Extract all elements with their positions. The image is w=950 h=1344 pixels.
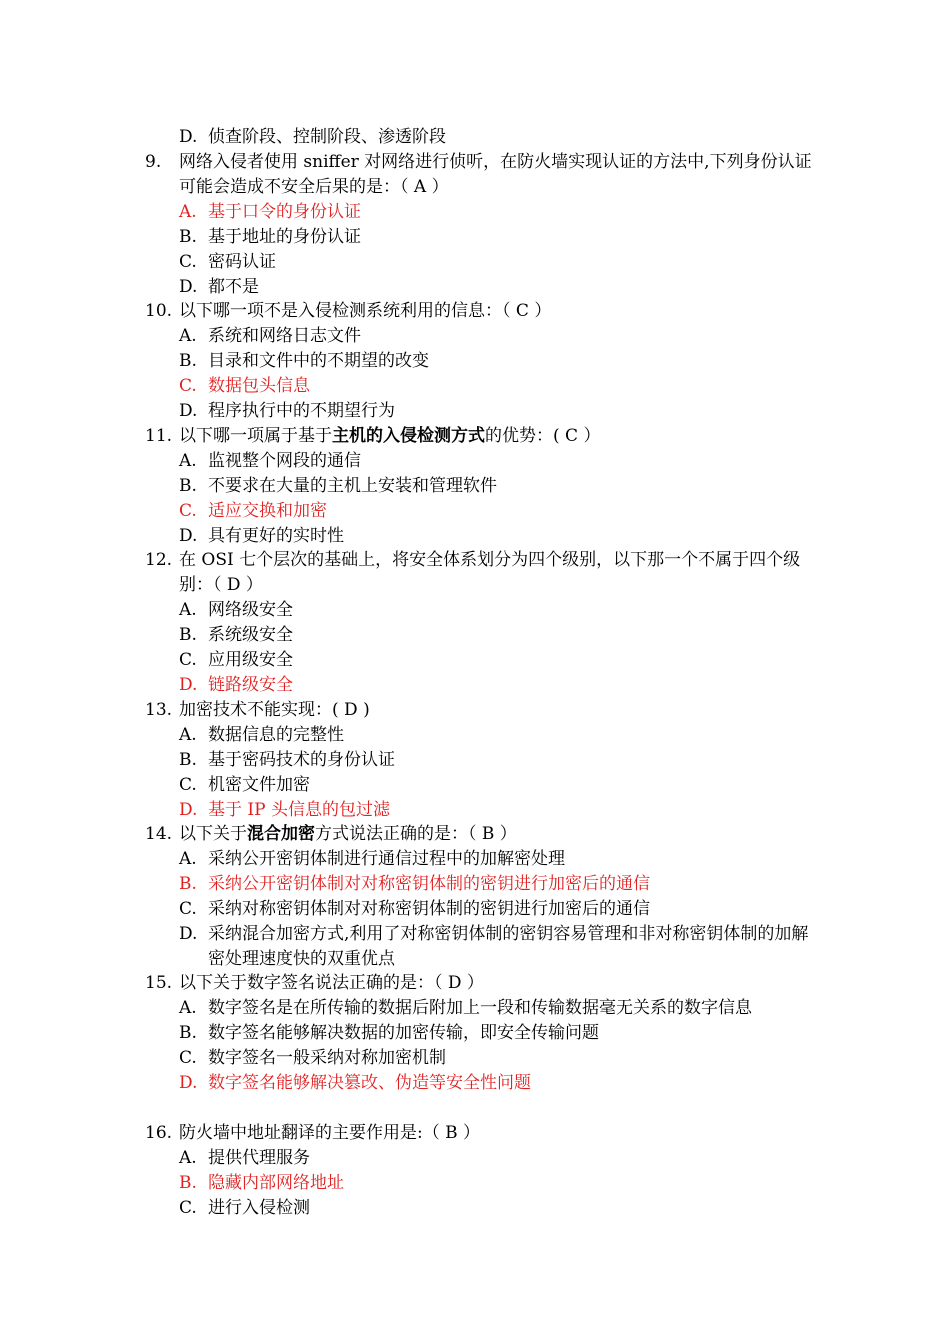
option-label: D.	[179, 1073, 198, 1093]
option-text: 都不是	[208, 277, 259, 297]
option-text: 侦查阶段、控制阶段、渗透阶段	[208, 127, 446, 147]
question-text-pre: 以下哪一项属于基于	[179, 426, 332, 446]
option-b	[179, 623, 815, 648]
question-16	[145, 1121, 815, 1221]
option-text: 具有更好的实时性	[208, 526, 344, 546]
option-label: D.	[179, 401, 198, 421]
question-number: 11.	[145, 426, 173, 446]
option-label: C.	[179, 376, 197, 396]
question-10	[145, 299, 815, 424]
option-text: 系统和网络日志文件	[208, 326, 361, 346]
option-label: C.	[179, 1198, 197, 1218]
option-text: 采纳混合加密方式,利用了对称密钥体制的密钥容易管理和非对称密钥体制的加解密处理速度快的双重优点	[208, 924, 809, 969]
option-text: 数据包头信息	[208, 376, 310, 396]
option-label: C.	[179, 252, 197, 272]
option-text: 机密文件加密	[208, 775, 310, 795]
option-b	[179, 349, 815, 374]
option-a	[179, 723, 815, 748]
option-label: D.	[179, 924, 198, 944]
question-number: 14.	[145, 824, 173, 844]
option-text: 基于密码技术的身份认证	[208, 750, 395, 770]
question-text: 以下哪一项不是入侵检测系统利用的信息：（ C ）	[179, 301, 552, 321]
question-15	[145, 971, 815, 1096]
question-number: 9.	[145, 152, 162, 172]
question-text-post: 方式说法正确的是：（ B ）	[315, 824, 517, 844]
option-b	[179, 225, 815, 250]
question-text: 在 OSI 七个层次的基础上，将安全体系划分为四个级别，以下那一个不属于四个级别：（ D ）	[179, 550, 801, 595]
option-d	[179, 399, 815, 424]
option-d	[179, 1071, 815, 1096]
option-label: C.	[179, 650, 197, 670]
option-text: 监视整个网段的通信	[208, 451, 361, 471]
question-number: 12.	[145, 550, 173, 570]
option-text: 数字签名一般采纳对称加密机制	[208, 1048, 446, 1068]
option-d	[179, 922, 815, 972]
option-text: 适应交换和加密	[208, 501, 327, 521]
question-text-bold: 主机的入侵检测方式	[332, 426, 485, 446]
option-text: 基于 IP 头信息的包过滤	[208, 800, 390, 820]
option-text: 链路级安全	[208, 675, 293, 695]
option-c	[179, 374, 815, 399]
option-text: 数字签名能够解决篡改、伪造等安全性问题	[208, 1073, 531, 1093]
option-label: B.	[179, 227, 197, 247]
option-a	[179, 598, 815, 623]
option-label: D.	[179, 526, 198, 546]
option-c	[179, 499, 815, 524]
question-text	[179, 424, 815, 449]
option-label: C.	[179, 899, 197, 919]
option-label: A.	[179, 998, 197, 1018]
question-12	[145, 548, 815, 698]
question-text-pre: 以下关于	[179, 824, 247, 844]
question-text	[179, 822, 815, 847]
option-text: 网络级安全	[208, 600, 293, 620]
option-b	[179, 1171, 815, 1196]
option-c	[179, 773, 815, 798]
option-label: D.	[179, 277, 198, 297]
question-text-post: 的优势：( C ）	[485, 426, 601, 446]
option-d	[179, 275, 815, 300]
leading-option	[179, 125, 819, 150]
option-a	[179, 200, 815, 225]
question-13	[145, 698, 815, 823]
option-d	[179, 524, 815, 549]
question-text: 加密技术不能实现：( D )	[179, 700, 370, 720]
question-text: 网络入侵者使用 sniffer 对网络进行侦听，在防火墙实现认证的方法中,下列身份认证可能会造成不安全后果的是：（ A ）	[179, 152, 812, 197]
question-text-bold: 混合加密	[247, 824, 315, 844]
option-text: 密码认证	[208, 252, 276, 272]
option-text: 采纳公开密钥体制进行通信过程中的加解密处理	[208, 849, 565, 869]
option-label: A.	[179, 600, 197, 620]
option-text: 基于口令的身份认证	[208, 202, 361, 222]
option-label: C.	[179, 775, 197, 795]
option-text: 数字签名是在所传输的数据后附加上一段和传输数据毫无关系的数字信息	[208, 998, 752, 1018]
option-text: 基于地址的身份认证	[208, 227, 361, 247]
option-a	[179, 1146, 815, 1171]
option-c	[179, 1046, 815, 1071]
question-9	[145, 150, 815, 300]
option-label: B.	[179, 874, 197, 894]
option-d	[179, 673, 815, 698]
option-text: 目录和文件中的不期望的改变	[208, 351, 429, 371]
option-b	[179, 872, 815, 897]
question-number: 13.	[145, 700, 173, 720]
option-d	[179, 798, 815, 823]
option-text: 程序执行中的不期望行为	[208, 401, 395, 421]
option-text: 提供代理服务	[208, 1148, 310, 1168]
question-text: 防火墙中地址翻译的主要作用是:（ B ）	[179, 1123, 481, 1143]
option-text: 系统级安全	[208, 625, 293, 645]
option-label: B.	[179, 1173, 197, 1193]
option-a	[179, 324, 815, 349]
option-label: A.	[179, 326, 197, 346]
option-label: A.	[179, 725, 197, 745]
option-c	[179, 1196, 815, 1221]
option-label: D.	[179, 127, 198, 147]
option-text: 应用级安全	[208, 650, 293, 670]
option-text: 数字签名能够解决数据的加密传输，即安全传输问题	[208, 1023, 599, 1043]
option-label: B.	[179, 476, 197, 496]
option-label: A.	[179, 849, 197, 869]
question-text: 以下关于数字签名说法正确的是：（ D ）	[179, 973, 484, 993]
option-a	[179, 847, 815, 872]
option-b	[179, 1021, 815, 1046]
question-number: 10.	[145, 301, 173, 321]
option-b	[179, 748, 815, 773]
option-c	[179, 250, 815, 275]
option-text: 隐藏内部网络地址	[208, 1173, 344, 1193]
option-text: 不要求在大量的主机上安装和管理软件	[208, 476, 497, 496]
option-label: D.	[179, 675, 198, 695]
option-label: A.	[179, 1148, 197, 1168]
option-text: 数据信息的完整性	[208, 725, 344, 745]
option-a	[179, 449, 815, 474]
question-number: 15.	[145, 973, 173, 993]
option-label: B.	[179, 625, 197, 645]
option-b	[179, 474, 815, 499]
option-c	[179, 897, 815, 922]
option-label: B.	[179, 1023, 197, 1043]
option-label: D.	[179, 800, 198, 820]
option-label: A.	[179, 202, 197, 222]
option-label: C.	[179, 1048, 197, 1068]
question-number: 16.	[145, 1123, 173, 1143]
option-label: B.	[179, 750, 197, 770]
option-label: C.	[179, 501, 197, 521]
option-c	[179, 648, 815, 673]
question-11	[145, 424, 815, 549]
option-label: A.	[179, 451, 197, 471]
question-14	[145, 822, 815, 972]
option-text: 采纳对称密钥体制对对称密钥体制的密钥进行加密后的通信	[208, 899, 650, 919]
option-a	[179, 996, 815, 1021]
option-text: 采纳公开密钥体制对对称密钥体制的密钥进行加密后的通信	[208, 874, 650, 894]
option-text: 进行入侵检测	[208, 1198, 310, 1218]
option-label: B.	[179, 351, 197, 371]
